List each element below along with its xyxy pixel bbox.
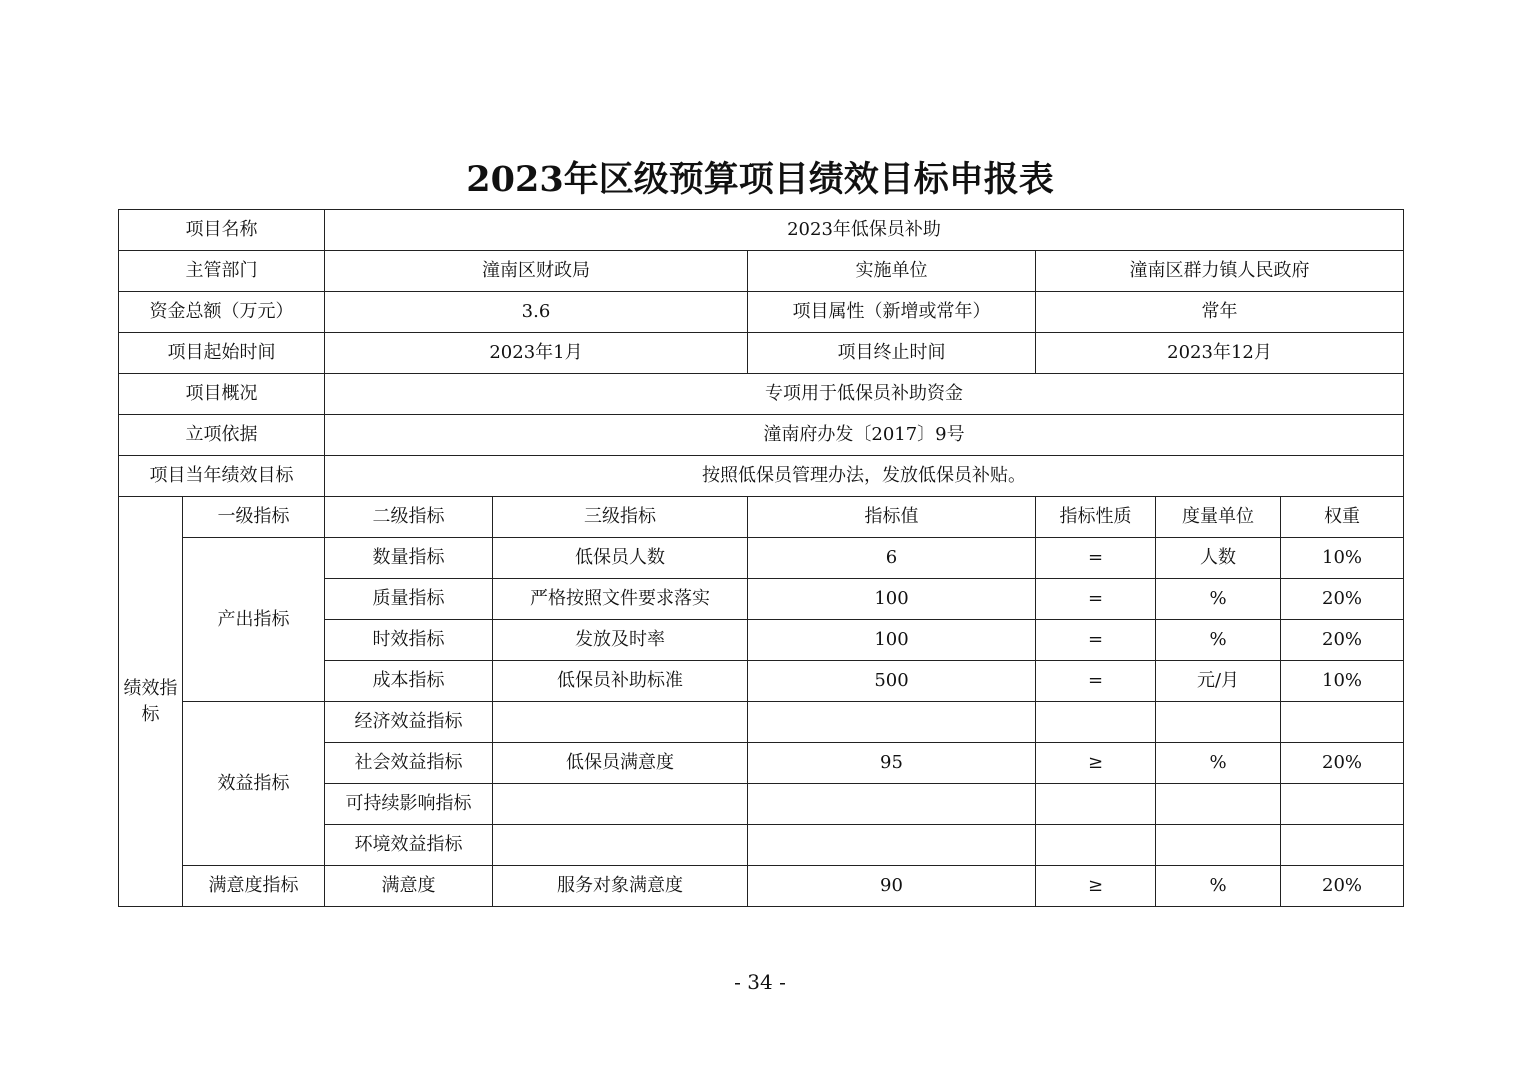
nature-cell: = [1036,661,1156,702]
funds-value: 3.6 [325,292,748,333]
nature-cell: = [1036,579,1156,620]
unit-cell: 人数 [1156,538,1281,579]
weight-cell: 20% [1281,866,1404,907]
unit-cell [1156,825,1281,866]
level3-cell: 低保员满意度 [493,743,748,784]
level2-cell: 社会效益指标 [325,743,493,784]
value-cell: 100 [748,620,1036,661]
level3-cell: 严格按照文件要求落实 [493,579,748,620]
unit-cell: 元/月 [1156,661,1281,702]
nature-cell: ≥ [1036,866,1156,907]
weight-cell: 20% [1281,579,1404,620]
document-title: 2023年区级预算项目绩效目标申报表 [466,159,1054,200]
level3-cell: 低保员补助标准 [493,661,748,702]
project-name-label: 项目名称 [119,210,325,251]
weight-cell [1281,702,1404,743]
nature-cell [1036,702,1156,743]
basis-row [119,415,1404,456]
supervisor-value: 潼南区财政局 [325,251,748,292]
indicators-section-label: 绩效指标 [119,497,183,907]
end-label: 项目终止时间 [748,333,1036,374]
value-cell [748,702,1036,743]
level3-cell: 低保员人数 [493,538,748,579]
funds-label: 资金总额（万元） [119,292,325,333]
basis-value: 潼南府办发〔2017〕9号 [325,415,1404,456]
end-value: 2023年12月 [1036,333,1404,374]
header-level1: 一级指标 [183,497,325,538]
level2-cell: 环境效益指标 [325,825,493,866]
indicator-row [119,702,1404,743]
overview-label: 项目概况 [119,374,325,415]
value-cell [748,825,1036,866]
indicator-row [119,538,1404,579]
indicator-header-row [119,497,1404,538]
header-nature: 指标性质 [1036,497,1156,538]
header-weight: 权重 [1281,497,1404,538]
weight-cell: 10% [1281,538,1404,579]
department-row [119,251,1404,292]
nature-cell: = [1036,538,1156,579]
unit-cell: % [1156,743,1281,784]
level2-cell: 满意度 [325,866,493,907]
level3-cell: 服务对象满意度 [493,866,748,907]
performance-target-table [118,209,1404,907]
nature-cell: = [1036,620,1156,661]
level2-cell: 时效指标 [325,620,493,661]
start-label: 项目起始时间 [119,333,325,374]
header-level2: 二级指标 [325,497,493,538]
unit-cell: % [1156,620,1281,661]
unit-cell: % [1156,866,1281,907]
output-indicator-label: 产出指标 [183,538,325,702]
level2-cell: 经济效益指标 [325,702,493,743]
value-cell: 90 [748,866,1036,907]
unit-cell: % [1156,579,1281,620]
implementer-label: 实施单位 [748,251,1036,292]
value-cell [748,784,1036,825]
nature-cell [1036,825,1156,866]
weight-cell [1281,825,1404,866]
project-name-value: 2023年低保员补助 [325,210,1404,251]
basis-label: 立项依据 [119,415,325,456]
benefit-indicator-label: 效益指标 [183,702,325,866]
header-value: 指标值 [748,497,1036,538]
indicator-row [119,866,1404,907]
nature-cell: ≥ [1036,743,1156,784]
level3-cell: 发放及时率 [493,620,748,661]
supervisor-label: 主管部门 [119,251,325,292]
attribute-label: 项目属性（新增或常年） [748,292,1036,333]
project-name-row [119,210,1404,251]
header-unit: 度量单位 [1156,497,1281,538]
weight-cell: 20% [1281,620,1404,661]
level3-cell [493,784,748,825]
weight-cell [1281,784,1404,825]
header-level3: 三级指标 [493,497,748,538]
level2-cell: 成本指标 [325,661,493,702]
level2-cell: 数量指标 [325,538,493,579]
funds-row [119,292,1404,333]
goal-value: 按照低保员管理办法，发放低保员补贴。 [325,456,1404,497]
weight-cell: 10% [1281,661,1404,702]
start-value: 2023年1月 [325,333,748,374]
value-cell: 6 [748,538,1036,579]
period-row [119,333,1404,374]
level2-cell: 质量指标 [325,579,493,620]
weight-cell: 20% [1281,743,1404,784]
value-cell: 500 [748,661,1036,702]
goal-label: 项目当年绩效目标 [119,456,325,497]
implementer-value: 潼南区群力镇人民政府 [1036,251,1404,292]
attribute-value: 常年 [1036,292,1404,333]
overview-row [119,374,1404,415]
unit-cell [1156,702,1281,743]
nature-cell [1036,784,1156,825]
overview-value: 专项用于低保员补助资金 [325,374,1404,415]
level3-cell [493,702,748,743]
level2-cell: 可持续影响指标 [325,784,493,825]
level3-cell [493,825,748,866]
goal-row [119,456,1404,497]
unit-cell [1156,784,1281,825]
value-cell: 100 [748,579,1036,620]
satisfaction-indicator-label: 满意度指标 [183,866,325,907]
value-cell: 95 [748,743,1036,784]
page-number: - 34 - [734,970,786,994]
